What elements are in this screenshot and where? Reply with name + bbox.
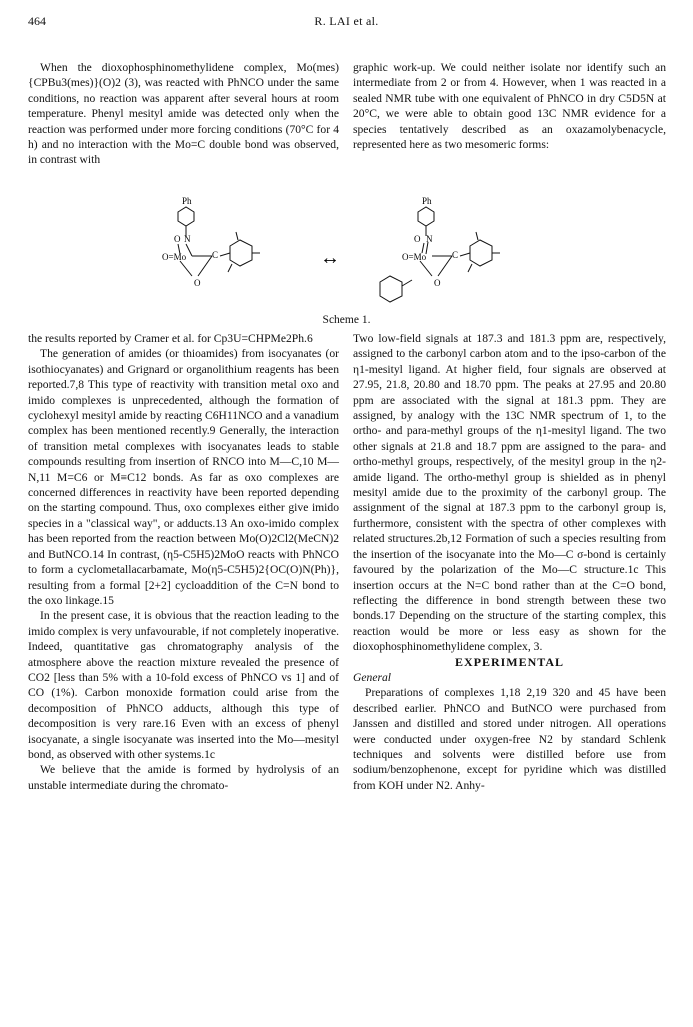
paragraph: graphic work-up. We could neither isolate nor identify such an intermediate from 2 or from 4. However, when 1 was reacted in a sealed NMR tube with one equivalent of PhNCO in dry C5D5N at 20°C, we were able to obtain good 13C NMR evidence for a species tentatively described as an oxazamolybenacycle, represented here as two mesomeric forms: xyxy=(353,61,666,152)
column-right-top xyxy=(353,60,666,152)
paragraph: Preparations of complexes 1,18 2,19 320 and 45 have been described earlier. PhNCO and ButNCO were purchased from Janssen and distilled and stored under nitrogen. All operations were conducted under oxygen-free N2 by standard Schlenk techniques and solvents were distilled before use from sodium/benzophenone, except for pyridine which was distilled from KOH under N2. Anhy- xyxy=(353,686,666,792)
scheme-c-label: C xyxy=(212,250,219,260)
section-heading: EXPERIMENTAL xyxy=(454,654,565,669)
scheme-c-label: C xyxy=(452,250,459,260)
column-left-top xyxy=(28,60,339,168)
paragraph: We believe that the amide is formed by hydrolysis of an unstable intermediate during the chromato- xyxy=(28,763,339,792)
running-head: R. LAI et al. xyxy=(314,14,379,28)
page-number: 464 xyxy=(28,14,46,28)
column-right-bottom xyxy=(353,331,666,793)
scheme-n-label: N xyxy=(184,234,191,244)
page-header xyxy=(28,14,665,32)
scheme-ph-label: Ph xyxy=(182,196,192,206)
scheme-omo-label: O=Mo xyxy=(402,252,427,262)
scheme-o-label: O xyxy=(414,234,421,244)
scheme-caption: Scheme 1. xyxy=(322,314,371,326)
paragraph: When the dioxophosphinomethylidene complex, Mo(mes){CPBu3(mes)}(O)2 (3), was reacted with PhNCO under the same conditions, no reaction was apparent after several hours at room temperature. Phenyl mesityl amide was detected only when the reaction was performed under more forcing conditions (70°C for 4 h) and no interaction with the Mo=C double bond was observed, in contrast with xyxy=(28,61,339,167)
scheme-n-label: N xyxy=(426,234,433,244)
scheme-o-label: O xyxy=(174,234,181,244)
scheme-o-label: O xyxy=(194,278,201,288)
paragraph: In the present case, it is obvious that the reaction leading to the imido complex is very unfavourable, if not completely inoperative. Indeed, quantitative gas chromatography analysis of the atmosphere above the reaction mixture revealed the presence of CO2 [less than 5% with a 10-fold excess of PhNCO vs 1] and of CO (1%). Carbon monoxide formation could arise from the decomposition of PhNCO adducts, although this type of decomposition is very rare.16 Even with an excess of phenyl isocyanate, a single isocyanate was inserted into the Mo—mesityl bond, as observed with other systems.1c xyxy=(28,609,340,761)
column-left-bottom xyxy=(28,331,339,793)
scheme-ph-label: Ph xyxy=(422,196,432,206)
resonance-arrow: ↔ xyxy=(320,247,340,269)
subsection-heading: General xyxy=(353,670,391,684)
paragraph: the results reported by Cramer et al. for Cp3U=CHPMe2Ph.6 xyxy=(28,332,313,345)
paragraph: Two low-field signals at 187.3 and 181.3 ppm are, respectively, assigned to the carbonyl carbon atom and to the ipso-carbon of the η1-mesityl ligand. At higher field, four signals are observed at 27.95, 21.8, 20.80 and 18.70 ppm. The peaks at 27.95 and 20.80 ppm are associated with the signal at 181.3 ppm. They are assigned, by analogy with the 13C NMR spectrum of 1, to the ortho- and para-methyl groups of the η1-mesityl ligand. The two other signals at 21.8 and 18.7 ppm are assigned to the para- and ortho-methyl groups, respectively, of the mesityl group in the η2-amide ligand. The ortho-methyl group is shielded as in phenyl mesityl amide due to the proximity of the carbonyl group. The assignment of the signal at 187.3 ppm to the carbonyl group is, furthermore, consistent with the spectra of other complexes with related structures.2b,12 Formation of such a species resulting from the insertion of the isocyanate into the Mo—C σ-bond is certainly favoured by the polarization of the Mo—C structure.1c This insertion occurs at the N=C bond rather than at the C=O bond, reflecting the difference in bond strength between these two bonds.17 Depending on the structure of the starting complex, this reaction would be more or less easy as shown for the dioxophosphinomethylidene complex, 3. xyxy=(353,332,666,654)
paragraph: The generation of amides (or thioamides) from isocyanates (or isothiocyanates) and Grignard or organolithium reagents has been reported.7,8 This type of reactivity with transition metal oxo and imido complexes is unprecedented, although the formation of cyclohexyl mesityl amide by reacting C6H11NCO and a vanadium complex has been mentioned recently.9 Generally, the interaction of transition metal complexes with isocyanates leads to stable compounds resulting from insertion of RNCO into M—C,10 M—N,11 M=C6 or M≡C12 bonds. As far as oxo complexes are concerned differences in reactivity have been reported depending on the starting compound. Thus, oxo complexes either give imido species in a "classical way", or adducts.13 An oxo-imido complex has been reported from the reaction between Mo(O)2Cl2(MeCN)2 and ButNCO.14 In contrast, (η5-C5H5)2MoO reacts with PhNCO to form a cyclometallacarbamate, Mo(η5-C5H5)2{OC(O)N(Ph)}, resulting from a formal [2+2] cycloaddition of the C=N bond to the oxo linkage.15 xyxy=(28,347,339,607)
scheme-1-structures xyxy=(140,186,560,311)
scheme-omo-label: O=Mo xyxy=(162,252,187,262)
scheme-o-label: O xyxy=(434,278,441,288)
